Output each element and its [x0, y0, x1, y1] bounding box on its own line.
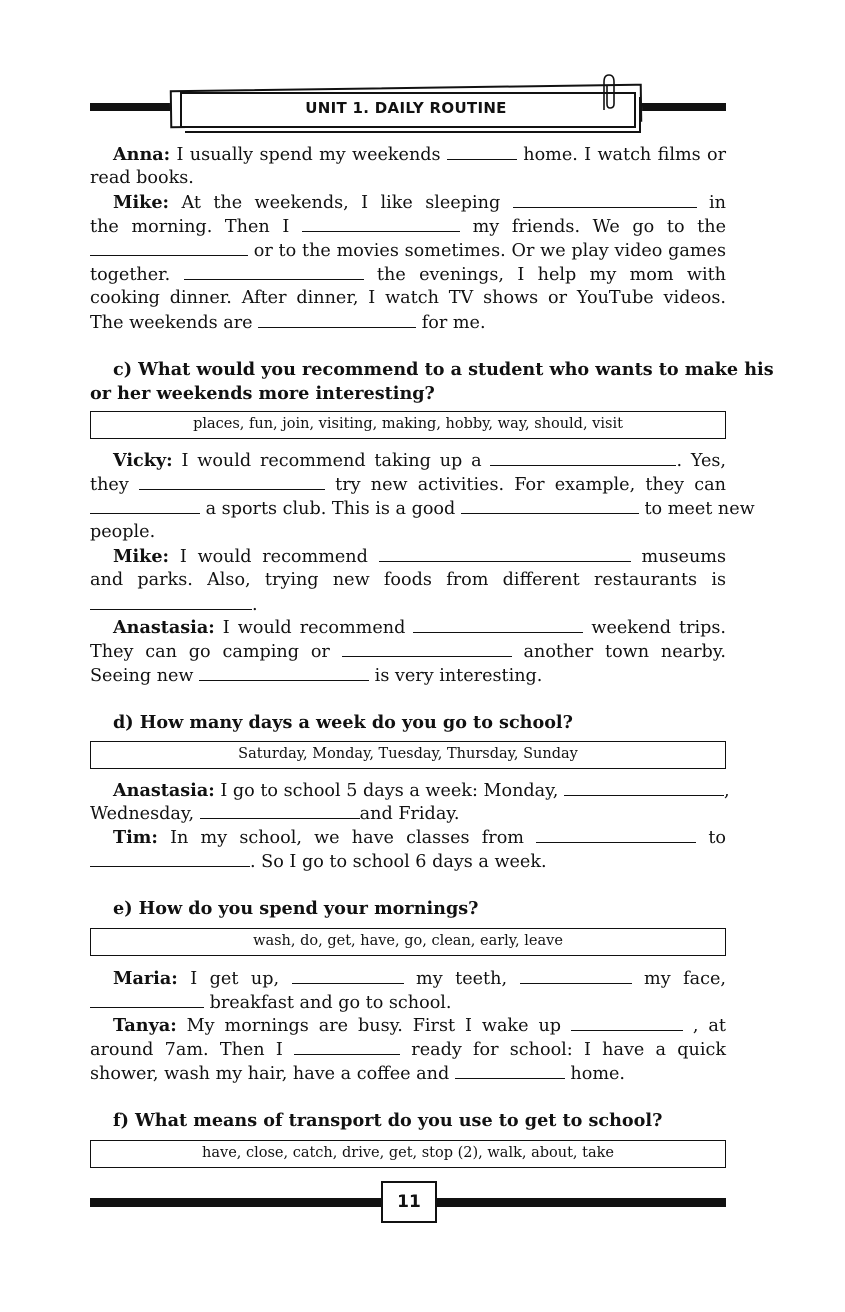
dialogue-line: Mike: I would recommend museums [113, 546, 726, 567]
dialogue-line: or to the movies sometimes. Or we play video games [90, 239, 726, 264]
dialogue-line: a sports club. This is a good to meet new [90, 497, 726, 522]
dialogue-line: Anna: I usually spend my weekends home. I watch films or [113, 144, 726, 165]
dialogue-line: Wednesday, and Friday. [90, 804, 460, 824]
word-bank-f: have, close, catch, drive, get, stop (2), walk, about, take [90, 1140, 726, 1168]
dialogue-line: they try new activities. For example, they can [90, 475, 726, 495]
answer-blank[interactable] [90, 239, 248, 256]
dialogue-line: Maria: I get up, my teeth, my face, [113, 968, 726, 989]
answer-blank[interactable] [536, 826, 696, 843]
dialogue-line: cooking dinner. After dinner, I watch TV shows or YouTube videos. [90, 288, 726, 308]
answer-blank[interactable] [139, 473, 325, 490]
unit-title: UNIT 1. DAILY ROUTINE [305, 99, 507, 117]
dialogue-line: breakfast and go to school. [90, 991, 726, 1016]
dialogue-line: Seeing new is very interesting. [90, 666, 543, 686]
answer-blank[interactable] [90, 497, 200, 514]
answer-blank[interactable] [200, 802, 360, 819]
dialogue-line: . So I go to school 6 days a week. [90, 850, 726, 875]
dialogue-line: The weekends are for me. [90, 313, 486, 333]
question-c: c) What would you recommend to a student who wants to make his [113, 359, 774, 380]
word-bank-e: wash, do, get, have, go, clean, early, leave [90, 928, 726, 956]
question-e: e) How do you spend your mornings? [113, 898, 479, 919]
answer-blank[interactable] [564, 779, 724, 796]
answer-blank[interactable] [455, 1062, 565, 1079]
dialogue-line: people. [90, 522, 156, 542]
answer-blank[interactable] [413, 616, 583, 633]
answer-blank[interactable] [90, 593, 252, 610]
dialogue-line: Mike: At the weekends, I like sleeping in [113, 192, 726, 213]
dialogue-line: Tanya: My mornings are busy. First I wake up , at [113, 1015, 726, 1036]
dialogue-line: and parks. Also, trying new foods from different restaurants is [90, 570, 726, 590]
dialogue-line: . [90, 593, 726, 618]
answer-blank[interactable] [184, 263, 364, 280]
dialogue-line: Vicky: I would recommend taking up a . Yes, [113, 450, 726, 471]
answer-blank[interactable] [520, 967, 632, 984]
answer-blank[interactable] [302, 215, 460, 232]
question-d: d) How many days a week do you go to school? [113, 712, 573, 733]
answer-blank[interactable] [90, 991, 204, 1008]
dialogue-line: together. the evenings, I help my mom with [90, 265, 727, 285]
paperclip-icon [598, 72, 620, 112]
question-c-cont: or her weekends more interesting? [90, 383, 435, 404]
answer-blank[interactable] [490, 449, 676, 466]
answer-blank[interactable] [258, 311, 416, 328]
answer-blank[interactable] [292, 967, 404, 984]
dialogue-line: Anastasia: I go to school 5 days a week: Monday, , [113, 780, 730, 801]
answer-blank[interactable] [513, 191, 697, 208]
word-bank-c: places, fun, join, visiting, making, hobby, way, should, visit [90, 411, 726, 439]
answer-blank[interactable] [447, 143, 517, 160]
answer-blank[interactable] [342, 640, 512, 657]
answer-blank[interactable] [571, 1014, 683, 1031]
page-number: 11 [381, 1181, 437, 1223]
question-f: f) What means of transport do you use to get to school? [113, 1110, 663, 1131]
word-bank-d: Saturday, Monday, Tuesday, Thursday, Sunday [90, 741, 726, 769]
dialogue-line: around 7am. Then I ready for school: I have a quick [90, 1040, 726, 1060]
dialogue-line: shower, wash my hair, have a coffee and home. [90, 1064, 626, 1084]
answer-blank[interactable] [461, 497, 639, 514]
dialogue-line: Anastasia: I would recommend weekend trips. [113, 617, 726, 638]
answer-blank[interactable] [90, 850, 250, 867]
dialogue-line: Tim: In my school, we have classes from to [113, 827, 726, 848]
dialogue-line: the morning. Then I my friends. We go to the [90, 217, 726, 237]
dialogue-line: They can go camping or another town nearby. [90, 642, 726, 662]
answer-blank[interactable] [294, 1038, 400, 1055]
dialogue-line: read books. [90, 168, 194, 188]
answer-blank[interactable] [379, 545, 631, 562]
answer-blank[interactable] [199, 664, 369, 681]
